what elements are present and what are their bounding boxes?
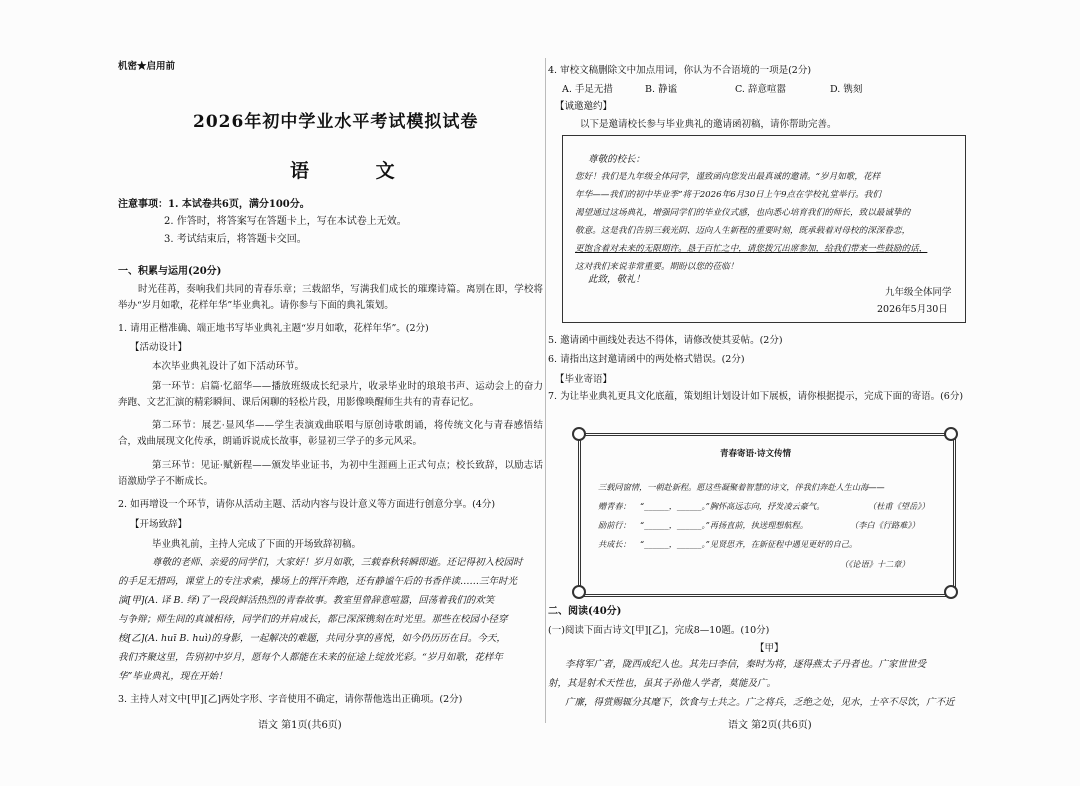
page-footer-right: 语文 第2页(共6页) [728, 720, 812, 731]
board-title: 青春寄语·诗文传情 [720, 449, 791, 459]
letter-date: 2026年5月30日 [877, 304, 948, 315]
letter-closing: 此致，敬礼！ [588, 274, 646, 285]
letter-signature: 九年级全体同学 [885, 287, 952, 298]
passage-line: 射，其是射术天性也，虽其子孙他人学者，莫能及广。 [548, 678, 777, 689]
column-divider [545, 58, 546, 723]
secret-mark: 机密★启用前 [118, 61, 176, 72]
speech-line: 演[甲](A. 译 B. 绎)了一段段鲜活热烈的青春故事。教室里曾辞意喧嚣，回荡着我们的欢笑 [118, 595, 495, 606]
speech-line: 我们齐聚这里，告别初中岁月，愿每个人都能在未来的征途上绽放光彩。“岁月如歌，花样年 [118, 652, 503, 663]
page-footer-left: 语文 第1页(共6页) [258, 720, 342, 731]
notice-1: 注意事项：1. 本试卷共6页，满分100分。 [118, 199, 310, 210]
notice-3: 3. 考试结束后，将答题卡交回。 [164, 234, 307, 245]
letter-greeting: 尊敬的校长： [588, 154, 646, 165]
board-line: “______，______。”胸怀高远志向，抒发凌云豪气。 [640, 501, 825, 511]
question-2: 2. 如再增设一个环节，请你从活动主题、活动内容与设计意义等方面进行创意分享。(4分) [118, 499, 496, 510]
letter-line-underlined: 更饱含着对未来的无限期许。恳于百忙之中，请您拨冗出席参加，给我们带来一些鼓励的话， [575, 244, 928, 254]
board-corner [944, 427, 958, 441]
q4-option-a: A. 手足无措 [562, 84, 613, 95]
section2-title: 二、阅读(40分) [548, 606, 622, 617]
letter-line: 年华——我们的初中毕业季”将于2026年6月30日上午9点在学校礼堂举行。我们 [575, 190, 881, 200]
passage-line: 广廉，得赏赐辄分其麾下，饮食与士共之。广之将兵，乏绝之处，见水，士卒不尽饮，广不近 [565, 697, 955, 708]
question-7: 7. 为让毕业典礼更具文化底蕴，策划组计划设计如下展板，请你根据提示，完成下面的寄语。(6分) [548, 391, 964, 402]
opening-heading: 【开场致辞】 [130, 519, 188, 530]
activity-step-3: 第三环节：见证·赋新程——颁发毕业证书，为初中生涯画上正式句点；校长致辞，以励志话语激励学子不断成长。 [118, 460, 543, 487]
q4-option-b: B. 静谧 [645, 84, 678, 95]
intro-paragraph: 时光荏苒，奏响我们共同的青春乐章；三载韶华，写满我们成长的璀璨诗篇。离别在即，学校将举办“岁月如歌，花样年华”毕业典礼。请你参与下面的典礼策划。 [118, 284, 543, 311]
activity-intro: 本次毕业典礼设计了如下活动环节。 [152, 361, 305, 372]
board-corner [944, 585, 958, 599]
question-6: 6. 请指出这封邀请函中的两处格式错误。(2分) [548, 354, 745, 365]
invite-intro: 以下是邀请校长参与毕业典礼的邀请函初稿，请你帮助完善。 [580, 119, 837, 130]
question-1: 1. 请用正楷准确、端正地书写毕业典礼主题“岁月如歌，花样年华”。(2分) [118, 323, 429, 334]
board-source: （李白《行路难》） [850, 520, 920, 530]
speech-line: 与争辩；师生间的真诚相待，同学们的并肩成长，都已深深镌刻在时光里。那些在校园小径穿 [118, 614, 508, 625]
subject-title: 语 文 [290, 160, 425, 182]
letter-line: 这对我们来说非常重要。期盼以您的莅临！ [575, 262, 739, 272]
activity-step-2: 第二环节：展艺·显风华——学生表演戏曲联唱与原创诗歌朗诵，将传统文化与青春感悟结合，戏曲展现文化传承，朗诵诉说成长故事，彰显初三学子的多元风采。 [118, 420, 543, 447]
passage-line: 李将军广者，陇西成纪人也。其先曰李信，秦时为将，逐得燕太子丹者也。广家世世受 [565, 659, 927, 670]
speech-line: 梭[乙](A. huī B. huì)的身影，一起解决的难题，共同分享的喜悦，如今仍历历在目。今天， [118, 633, 506, 644]
passage-jia-label: 【甲】 [755, 643, 784, 654]
section1-title: 一、积累与运用(20分) [118, 266, 222, 277]
question-4: 4. 审校文稿删除文中加点用词，你认为不合语境的一项是(2分) [548, 65, 812, 76]
invite-heading: 【诚邀邀约】 [555, 101, 613, 112]
exam-title: 2026年初中学业水平考试模拟试卷 [193, 112, 479, 132]
board-line: “______，______。”见贤思齐，在新征程中遇见更好的自己。 [640, 539, 858, 549]
board-label: 励前行： [598, 520, 631, 530]
notice-2: 2. 作答时，将答案写在答题卡上，写在本试卷上无效。 [164, 216, 407, 227]
letter-line: 敬意。这是我们告别三载光阴、迈向人生新程的重要时刻，既承载着对母校的深深眷恋， [575, 226, 911, 236]
speech-line: 尊敬的老师、亲爱的同学们，大家好！岁月如歌，三载春秋转瞬即逝。还记得初入校园时 [152, 557, 523, 568]
board-corner [572, 427, 586, 441]
letter-line: 您好！我们是九年级全体同学，谨致函向您发出最真诚的邀请。“岁月如歌，花样 [575, 172, 881, 182]
letter-line: 渴望通过这场典礼，增强同学们的毕业仪式感，也向悉心培育我们的师长，致以最诚挚的 [575, 208, 911, 218]
board-intro: 三载同窗情，一朝赴新程。愿这些凝聚着智慧的诗文，伴我们奔赴人生山海—— [598, 482, 885, 492]
q4-option-c: C. 辞意喧嚣 [735, 84, 786, 95]
speech-line: 的手足无措吗，课堂上的专注求索，操场上的挥汗奔跑，还有静谧午后的书香伴读……三年时光 [118, 576, 518, 587]
question-3: 3. 主持人对文中[甲][乙]两处字形、字音使用不确定，请你帮他选出正确项。(2分) [118, 694, 463, 705]
board-label: 赠青春： [598, 501, 631, 511]
board-source: （《论语》十二章） [840, 559, 910, 569]
q4-option-d: D. 镌刻 [830, 84, 863, 95]
speech-line: 华”毕业典礼，现在开始！ [118, 671, 228, 682]
board-corner [572, 585, 586, 599]
board-line: “______，______。”再扬直前，执送理想航程。 [640, 520, 809, 530]
question-5: 5. 邀请函中画线处表达不得体，请修改使其妥帖。(2分) [548, 335, 783, 346]
farewell-heading: 【毕业寄语】 [555, 374, 613, 385]
board-source: （杜甫《望岳》） [868, 501, 930, 511]
opening-intro: 毕业典礼前，主持人完成了下面的开场致辞初稿。 [152, 539, 362, 550]
activity-step-1: 第一环节：启篇·忆韶华——播放班级成长纪录片，收录毕业时的琅琅书声、运动会上的奋力奔跑、文艺汇演的精彩瞬间、课后闲聊的轻松片段，用影像唤醒师生共有的青春记忆。 [118, 381, 543, 408]
board-label: 共成长： [598, 539, 631, 549]
reading-1-heading: (一)阅读下面古诗文[甲][乙]，完成8—10题。(10分) [548, 625, 770, 636]
activity-design-heading: 【活动设计】 [130, 342, 188, 353]
